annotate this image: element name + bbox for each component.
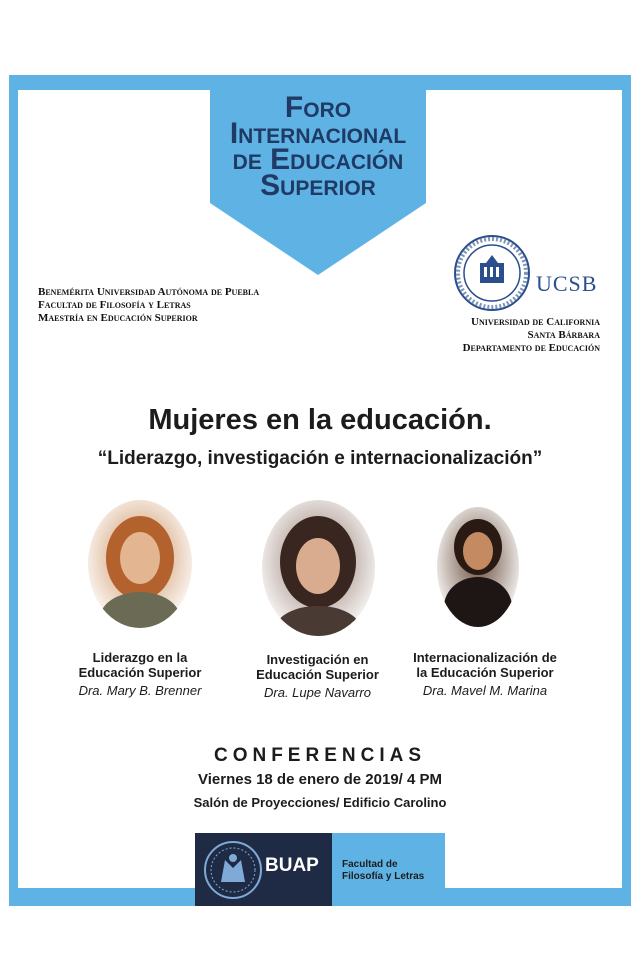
faculty-line: Filosofía y Letras — [342, 871, 425, 882]
event-date: Viernes 18 de enero de 2019/ 4 PM — [197, 771, 443, 788]
poster-title: Mujeres en la educación. — [148, 404, 492, 436]
speaker-topic: Educación Superior — [78, 665, 202, 680]
speaker-topic: Investigación en — [266, 652, 369, 667]
banner — [210, 75, 426, 275]
poster-subtitle: “Liderazgo, investigación e internacionalización” — [97, 448, 543, 469]
institution-line: Facultad de Filosofía y Letras — [38, 299, 191, 311]
buap-seal-icon — [203, 840, 263, 900]
speaker-name: Dra. Lupe Navarro — [264, 685, 371, 700]
event-place: Salón de Proyecciones/ Edificio Carolino — [193, 795, 447, 810]
institution-line: Benemérita Universidad Autónoma de Puebla — [38, 286, 260, 298]
speaker-name: Dra. Mary B. Brenner — [78, 683, 202, 698]
speaker-portrait-2 — [262, 500, 375, 636]
speaker-topic: Liderazgo en la — [92, 650, 188, 665]
banner-line-2: Internacional — [229, 117, 407, 150]
institution-line: Departamento de Educación — [462, 342, 600, 354]
speaker-portrait-1 — [88, 500, 192, 628]
speaker-portrait-3 — [437, 507, 519, 627]
institution-line: Maestría en Educación Superior — [38, 312, 198, 324]
footer-logo-bar — [195, 833, 445, 906]
buap-wordmark: BUAP — [265, 855, 319, 876]
ucsb-institution — [463, 316, 600, 355]
ucsb-wordmark: UCSB — [536, 271, 598, 296]
speaker-name: Dra. Mavel M. Marina — [422, 683, 548, 698]
faculty-label — [342, 859, 424, 883]
speaker-topic: Internacionalización de — [413, 650, 557, 665]
banner-title — [210, 91, 426, 202]
banner-line-4: Superior — [260, 169, 376, 202]
event-heading: CONFERENCIAS — [213, 745, 426, 766]
buap-logo-block — [195, 833, 332, 906]
speaker-card-1 — [70, 650, 210, 698]
faculty-line: Facultad de — [342, 859, 398, 870]
speaker-card-2 — [245, 652, 390, 700]
speaker-topic: Educación Superior — [256, 667, 379, 682]
institution-line: Santa Bárbara — [527, 329, 600, 341]
banner-line-1: Foro — [284, 91, 352, 124]
buap-institution — [38, 286, 259, 325]
ucsb-seal-icon — [452, 233, 536, 313]
speaker-topic: la Educación Superior — [416, 665, 554, 680]
speaker-card-3 — [405, 650, 565, 698]
banner-line-3: de Educación — [232, 143, 404, 176]
faculty-block — [332, 833, 445, 906]
ucsb-logo — [452, 233, 602, 313]
institution-line: Universidad de California — [471, 316, 600, 328]
